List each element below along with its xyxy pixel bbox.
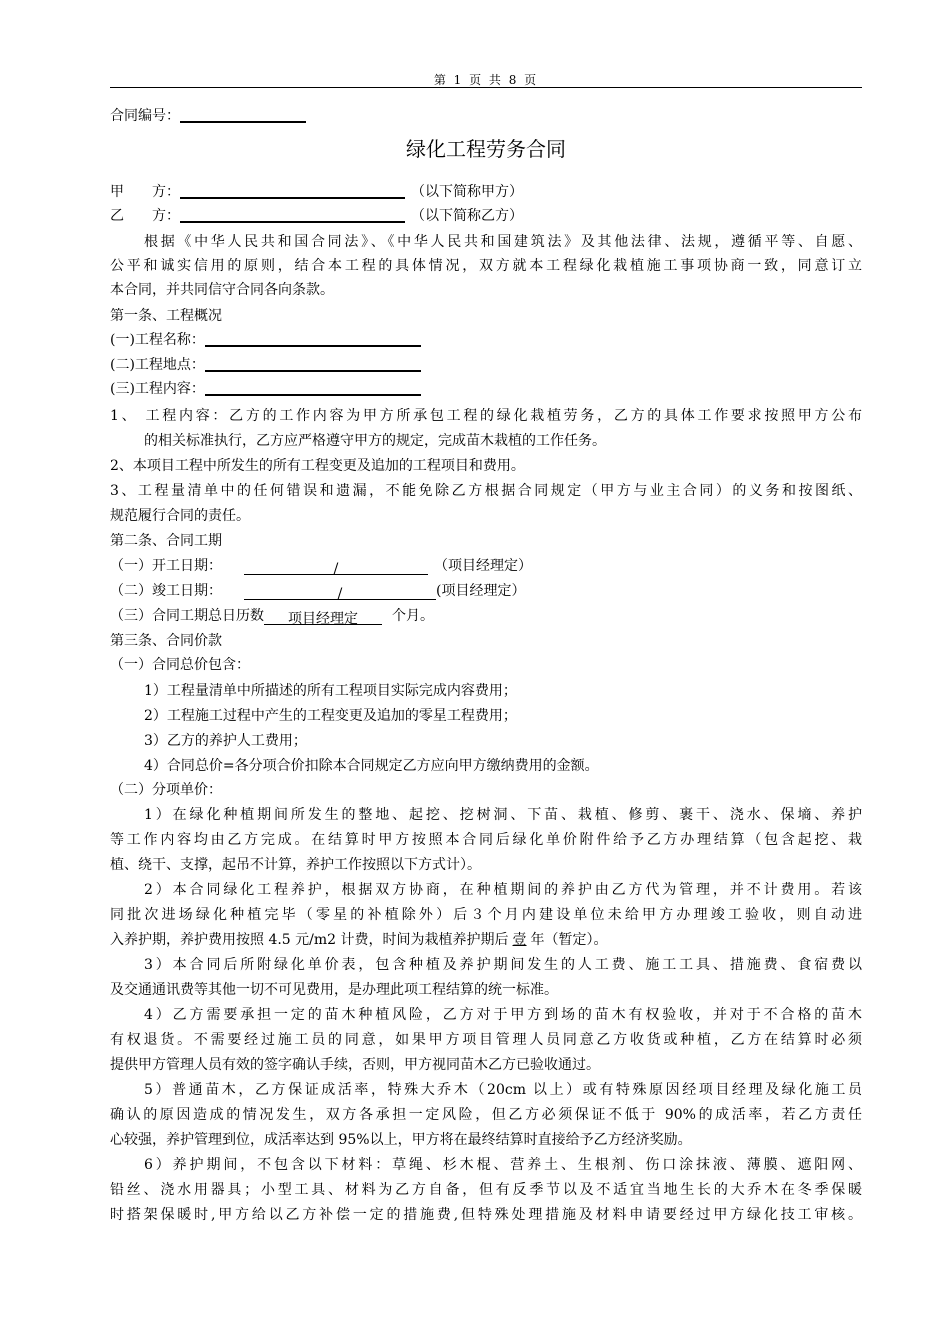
total-duration-unit: 个月。 bbox=[392, 608, 434, 624]
end-date-separator: / bbox=[337, 586, 343, 602]
party-b-blank[interactable] bbox=[180, 204, 405, 223]
article1-item1-line: 1、 工程内容：乙方的工作内容为甲方所承包工程的绿化栽植劳务，乙方的具体工作要求按照甲方公布 bbox=[110, 408, 862, 424]
document-title: 绿化工程劳务合同 bbox=[406, 137, 566, 161]
article1-item3-line: 3、工程量清单中的任何错误和遗漏，不能免除乙方根据合同规定（甲方与业主合同）的义务和按图纸、 bbox=[110, 483, 862, 499]
article2-heading: 第二条、合同工期 bbox=[110, 533, 222, 549]
total-price-item: 2）工程施工过程中产生的工程变更及追加的零星工程费用； bbox=[144, 708, 517, 724]
party-a-blank[interactable] bbox=[180, 180, 405, 199]
total-price-item: 3）乙方的养护人工费用； bbox=[144, 733, 307, 749]
total-duration-row bbox=[110, 604, 862, 628]
clause1-line: 等工作内容均由乙方完成。在结算时甲方按照本合同后绿化单价附件给予乙方办理结算（包含起挖、栽 bbox=[110, 832, 862, 848]
clause3-line: 及交通通讯费等其他一切不可见费用，是办理此项工程结算的统一标准。 bbox=[110, 982, 558, 998]
clause4-line: 提供甲方管理人员有效的签字确认手续，否则，甲方视同苗木乙方已验收通过。 bbox=[110, 1057, 600, 1073]
article1-item2: 2、本项目工程中所发生的所有工程变更及追加的工程项目和费用。 bbox=[110, 458, 525, 474]
start-date-label: （一）开工日期： bbox=[110, 558, 222, 574]
article3-heading: 第三条、合同价款 bbox=[110, 633, 222, 649]
clause6-line: 时搭架保暖时,甲方给以乙方补偿一定的措施费,但特殊处理措施及材料申请要经过甲方绿化技工审核。 bbox=[110, 1207, 862, 1223]
document-page bbox=[110, 0, 862, 1344]
end-date-label: （二）竣工日期： bbox=[110, 583, 222, 599]
total-duration-value: 项目经理定 bbox=[264, 607, 382, 625]
project-location-row bbox=[110, 353, 862, 377]
clause2-line: 同批次进场绿化种植完毕（零星的补植除外）后３个月内建设单位未给甲方办理竣工验收，则自动进 bbox=[110, 907, 862, 923]
article1-item1-line: 的相关标准执行，乙方应严格遵守甲方的规定，完成苗木栽植的工作任务。 bbox=[144, 433, 606, 449]
total-price-item: 4）合同总价=各分项合价扣除本合同规定乙方应向甲方缴纳费用的金额。 bbox=[144, 758, 599, 774]
header-divider bbox=[110, 87, 862, 88]
project-location-blank[interactable] bbox=[205, 353, 421, 372]
party-b-row bbox=[110, 204, 862, 228]
article1-heading: 第一条、工程概况 bbox=[110, 308, 222, 324]
project-content-row bbox=[110, 377, 862, 401]
clause4-line: 有权退货。不需要经过施工员的同意，如果甲方项目管理人员同意乙方收货或种植，乙方在结算时必须 bbox=[110, 1032, 862, 1048]
article1-item3-line: 规范履行合同的责任。 bbox=[110, 508, 250, 524]
preamble-line: 根据《中华人民共和国合同法》、《中华人民共和国建筑法》及其他法律、法规，遵循平等、自愿、 bbox=[144, 234, 862, 250]
start-date-note: （项目经理定） bbox=[434, 558, 532, 574]
clause6-line: 铅丝、浇水用器具；小型工具、材料为乙方自备，但有反季节以及不适宜当地生长的大乔木在冬季保暖 bbox=[110, 1182, 862, 1198]
end-date-row bbox=[110, 579, 862, 603]
start-date-blank[interactable] bbox=[244, 557, 428, 575]
project-content-blank[interactable] bbox=[205, 377, 421, 396]
end-date-blank[interactable] bbox=[244, 582, 436, 600]
clause2-text-before: 入养护期，养护费用按照 4.5 元/m2 计费，时间为栽植养护期后 bbox=[110, 932, 509, 948]
clause5-line: 心较强，养护管理到位，成活率达到 95%以上，甲方将在最终结算时直接给予乙方经济奖励。 bbox=[110, 1132, 692, 1148]
total-price-heading: （一）合同总价包含： bbox=[110, 657, 250, 673]
clause2-text-after: 年（暂定）。 bbox=[530, 932, 608, 948]
page-indicator: 第 1 页 共 8 页 bbox=[433, 73, 539, 87]
clause5-line: 确认的原因造成的情况发生，双方各承担一定风险，但乙方必须保证不低于 90%的成活率，若乙方责任 bbox=[110, 1107, 862, 1123]
project-content-label: (三)工程内容： bbox=[110, 381, 205, 397]
clause5-line: 5）普通苗木，乙方保证成活率，特殊大乔木（20cm 以上）或有特殊原因经项目经理及绿化施工员 bbox=[144, 1082, 862, 1098]
party-a-note: （以下简称甲方） bbox=[411, 184, 523, 200]
clause2-last-line bbox=[110, 928, 862, 952]
start-date-separator: / bbox=[333, 561, 339, 577]
clause4-line: 4）乙方需要承担一定的苗木种植风险，乙方对于甲方到场的苗木有权验收，并对于不合格的苗木 bbox=[144, 1007, 862, 1023]
total-duration-label: （三）合同工期总日历数 bbox=[110, 608, 264, 624]
clause1-line: 1）在绿化种植期间所发生的整地、起挖、挖树洞、下苗、栽植、修剪、裹干、浇水、保墒、养护 bbox=[144, 807, 862, 823]
clause3-line: 3）本合同后所附绿化单价表，包含种植及养护期间发生的人工费、施工工具、措施费、食宿费以 bbox=[144, 957, 862, 973]
project-name-label: (一)工程名称： bbox=[110, 332, 205, 348]
party-a-row bbox=[110, 180, 862, 204]
contract-number-row bbox=[110, 104, 862, 128]
project-name-blank[interactable] bbox=[205, 328, 421, 347]
preamble-line: 公平和诚实信用的原则，结合本工程的具体情况，双方就本工程绿化栽植施工事项协商一致，同意订立 bbox=[110, 258, 862, 274]
clause1-line: 植、绕干、支撑，起吊不计算，养护工作按照以下方式计）。 bbox=[110, 857, 481, 873]
preamble-line: 本合同，并共同信守合同各向条款。 bbox=[110, 282, 334, 298]
start-date-row bbox=[110, 554, 862, 578]
party-a-label: 甲 方： bbox=[110, 184, 180, 200]
end-date-note: (项目经理定） bbox=[436, 583, 526, 599]
project-name-row bbox=[110, 328, 862, 352]
party-b-note: （以下简称乙方） bbox=[411, 208, 523, 224]
unit-price-heading: （二）分项单价： bbox=[110, 782, 222, 798]
maintenance-years-value: 壹 bbox=[512, 932, 527, 948]
clause6-line: 6）养护期间，不包含以下材料：草绳、杉木棍、营养土、生根剂、伤口涂抹液、薄膜、遮阳网、 bbox=[144, 1157, 862, 1173]
contract-number-label: 合同编号： bbox=[110, 108, 180, 124]
total-price-item: 1）工程量清单中所描述的所有工程项目实际完成内容费用； bbox=[144, 683, 517, 699]
party-b-label: 乙 方： bbox=[110, 208, 180, 224]
contract-number-blank[interactable] bbox=[180, 104, 306, 123]
project-location-label: (二)工程地点： bbox=[110, 357, 205, 373]
clause2-line: 2）本合同绿化工程养护，根据双方协商，在种植期间的养护由乙方代为管理，并不计费用。若该 bbox=[144, 882, 862, 898]
